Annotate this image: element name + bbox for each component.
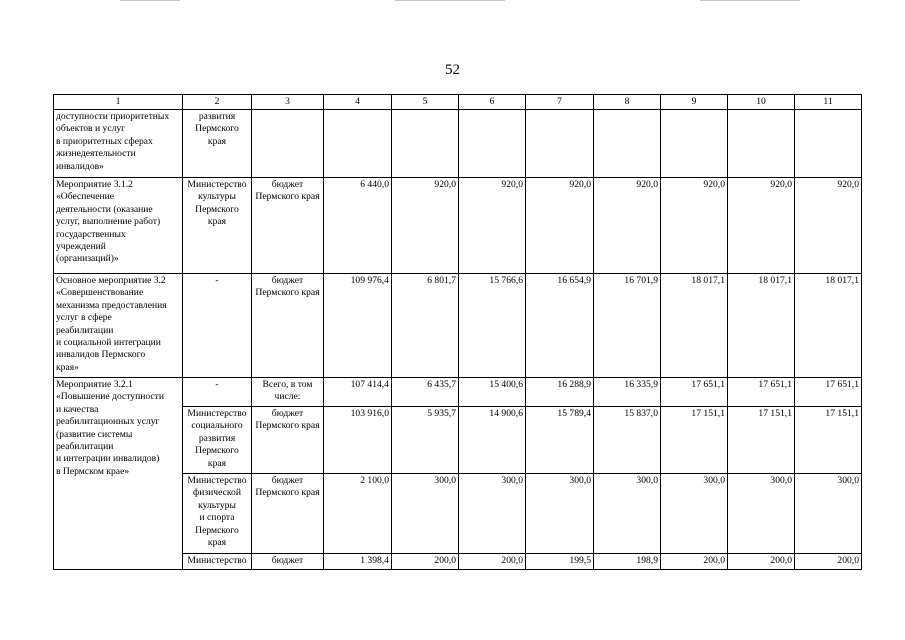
header-row [54, 95, 862, 110]
value-cell: 300,0 [795, 474, 862, 554]
executor-cell: Министерство физической культуры и спорта Пермского края [183, 474, 252, 554]
header-cell: 10 [728, 95, 795, 110]
value-cell: 199,5 [526, 554, 594, 570]
value-cell: 103 916,0 [324, 407, 392, 474]
value-cell: 300,0 [459, 474, 526, 554]
table-row [54, 378, 862, 407]
table-row [54, 274, 862, 378]
value-cell: 18 017,1 [661, 274, 728, 378]
value-cell: 17 651,1 [728, 378, 795, 407]
budget-table [53, 94, 862, 570]
activity-name-cell: Основное мероприятие 3.2 «Совершенствование механизма предоставления услуг в сфере реабилитации и социальной интеграции инвалидов Пермского края» [54, 274, 183, 378]
executor-cell: - [183, 274, 252, 378]
value-cell: 15 400,6 [459, 378, 526, 407]
value-cell [594, 110, 661, 178]
value-cell: 920,0 [526, 178, 594, 274]
value-cell: 920,0 [392, 178, 459, 274]
table-row [54, 110, 862, 178]
header-cell: 4 [324, 95, 392, 110]
executor-cell: развития Пермского края [183, 110, 252, 178]
value-cell: 300,0 [728, 474, 795, 554]
top-edge-line-middle [395, 0, 505, 1]
value-cell: 300,0 [661, 474, 728, 554]
executor-cell: Министерство социального развития Пермского края [183, 407, 252, 474]
funding-source-cell: Всего, в том числе: [252, 378, 324, 407]
value-cell: 920,0 [661, 178, 728, 274]
value-cell [526, 110, 594, 178]
value-cell: 1 398,4 [324, 554, 392, 570]
top-edge-line-right [700, 0, 800, 1]
value-cell: 109 976,4 [324, 274, 392, 378]
value-cell: 2 100,0 [324, 474, 392, 554]
value-cell: 200,0 [661, 554, 728, 570]
value-cell: 107 414,4 [324, 378, 392, 407]
value-cell: 16 654,9 [526, 274, 594, 378]
value-cell: 920,0 [459, 178, 526, 274]
table-row [54, 178, 862, 274]
value-cell: 300,0 [594, 474, 661, 554]
funding-source-cell: бюджет Пермского края [252, 178, 324, 274]
value-cell: 6 801,7 [392, 274, 459, 378]
header-cell: 7 [526, 95, 594, 110]
value-cell: 16 335,9 [594, 378, 661, 407]
executor-cell: - [183, 378, 252, 407]
value-cell: 6 435,7 [392, 378, 459, 407]
header-cell: 3 [252, 95, 324, 110]
header-cell: 9 [661, 95, 728, 110]
top-edge-line-left [120, 0, 180, 1]
value-cell: 6 440,0 [324, 178, 392, 274]
value-cell: 920,0 [594, 178, 661, 274]
page-number: 52 [445, 62, 460, 78]
value-cell: 920,0 [728, 178, 795, 274]
value-cell: 200,0 [392, 554, 459, 570]
activity-name-cell: Мероприятие 3.2.1 «Повышение доступности и качества реабилитационных услуг (развитие системы реабилитации и интеграции инвалидов) в Пермском крае» [54, 378, 183, 570]
value-cell: 920,0 [795, 178, 862, 274]
value-cell: 200,0 [795, 554, 862, 570]
value-cell: 200,0 [459, 554, 526, 570]
value-cell: 17 651,1 [795, 378, 862, 407]
header-cell: 8 [594, 95, 661, 110]
value-cell: 15 837,0 [594, 407, 661, 474]
value-cell [459, 110, 526, 178]
funding-source-cell: бюджет Пермского края [252, 274, 324, 378]
value-cell [661, 110, 728, 178]
value-cell [795, 110, 862, 178]
value-cell: 17 151,1 [661, 407, 728, 474]
funding-source-cell [252, 110, 324, 178]
header-cell: 6 [459, 95, 526, 110]
value-cell: 18 017,1 [728, 274, 795, 378]
value-cell: 18 017,1 [795, 274, 862, 378]
executor-cell: Министерство [183, 554, 252, 570]
value-cell: 14 900,6 [459, 407, 526, 474]
header-cell: 11 [795, 95, 862, 110]
value-cell: 16 701,9 [594, 274, 661, 378]
funding-source-cell: бюджет [252, 554, 324, 570]
activity-name-cell: доступности приоритетных объектов и услуг в приоритетных сферах жизнедеятельности инвалидов» [54, 110, 183, 178]
header-cell: 5 [392, 95, 459, 110]
value-cell: 17 651,1 [661, 378, 728, 407]
value-cell [324, 110, 392, 178]
header-cell: 2 [183, 95, 252, 110]
value-cell [392, 110, 459, 178]
value-cell: 15 766,6 [459, 274, 526, 378]
value-cell: 15 789,4 [526, 407, 594, 474]
funding-source-cell: бюджет Пермского края [252, 407, 324, 474]
value-cell: 17 151,1 [728, 407, 795, 474]
activity-name-cell: Мероприятие 3.1.2 «Обеспечение деятельности (оказание услуг, выполнение работ) государственных учреждений (организаций)» [54, 178, 183, 274]
value-cell: 200,0 [728, 554, 795, 570]
value-cell: 5 935,7 [392, 407, 459, 474]
funding-source-cell: бюджет Пермского края [252, 474, 324, 554]
value-cell: 300,0 [392, 474, 459, 554]
value-cell [728, 110, 795, 178]
executor-cell: Министерство культуры Пермского края [183, 178, 252, 274]
value-cell: 17 151,1 [795, 407, 862, 474]
value-cell: 300,0 [526, 474, 594, 554]
header-cell: 1 [54, 95, 183, 110]
value-cell: 198,9 [594, 554, 661, 570]
value-cell: 16 288,9 [526, 378, 594, 407]
